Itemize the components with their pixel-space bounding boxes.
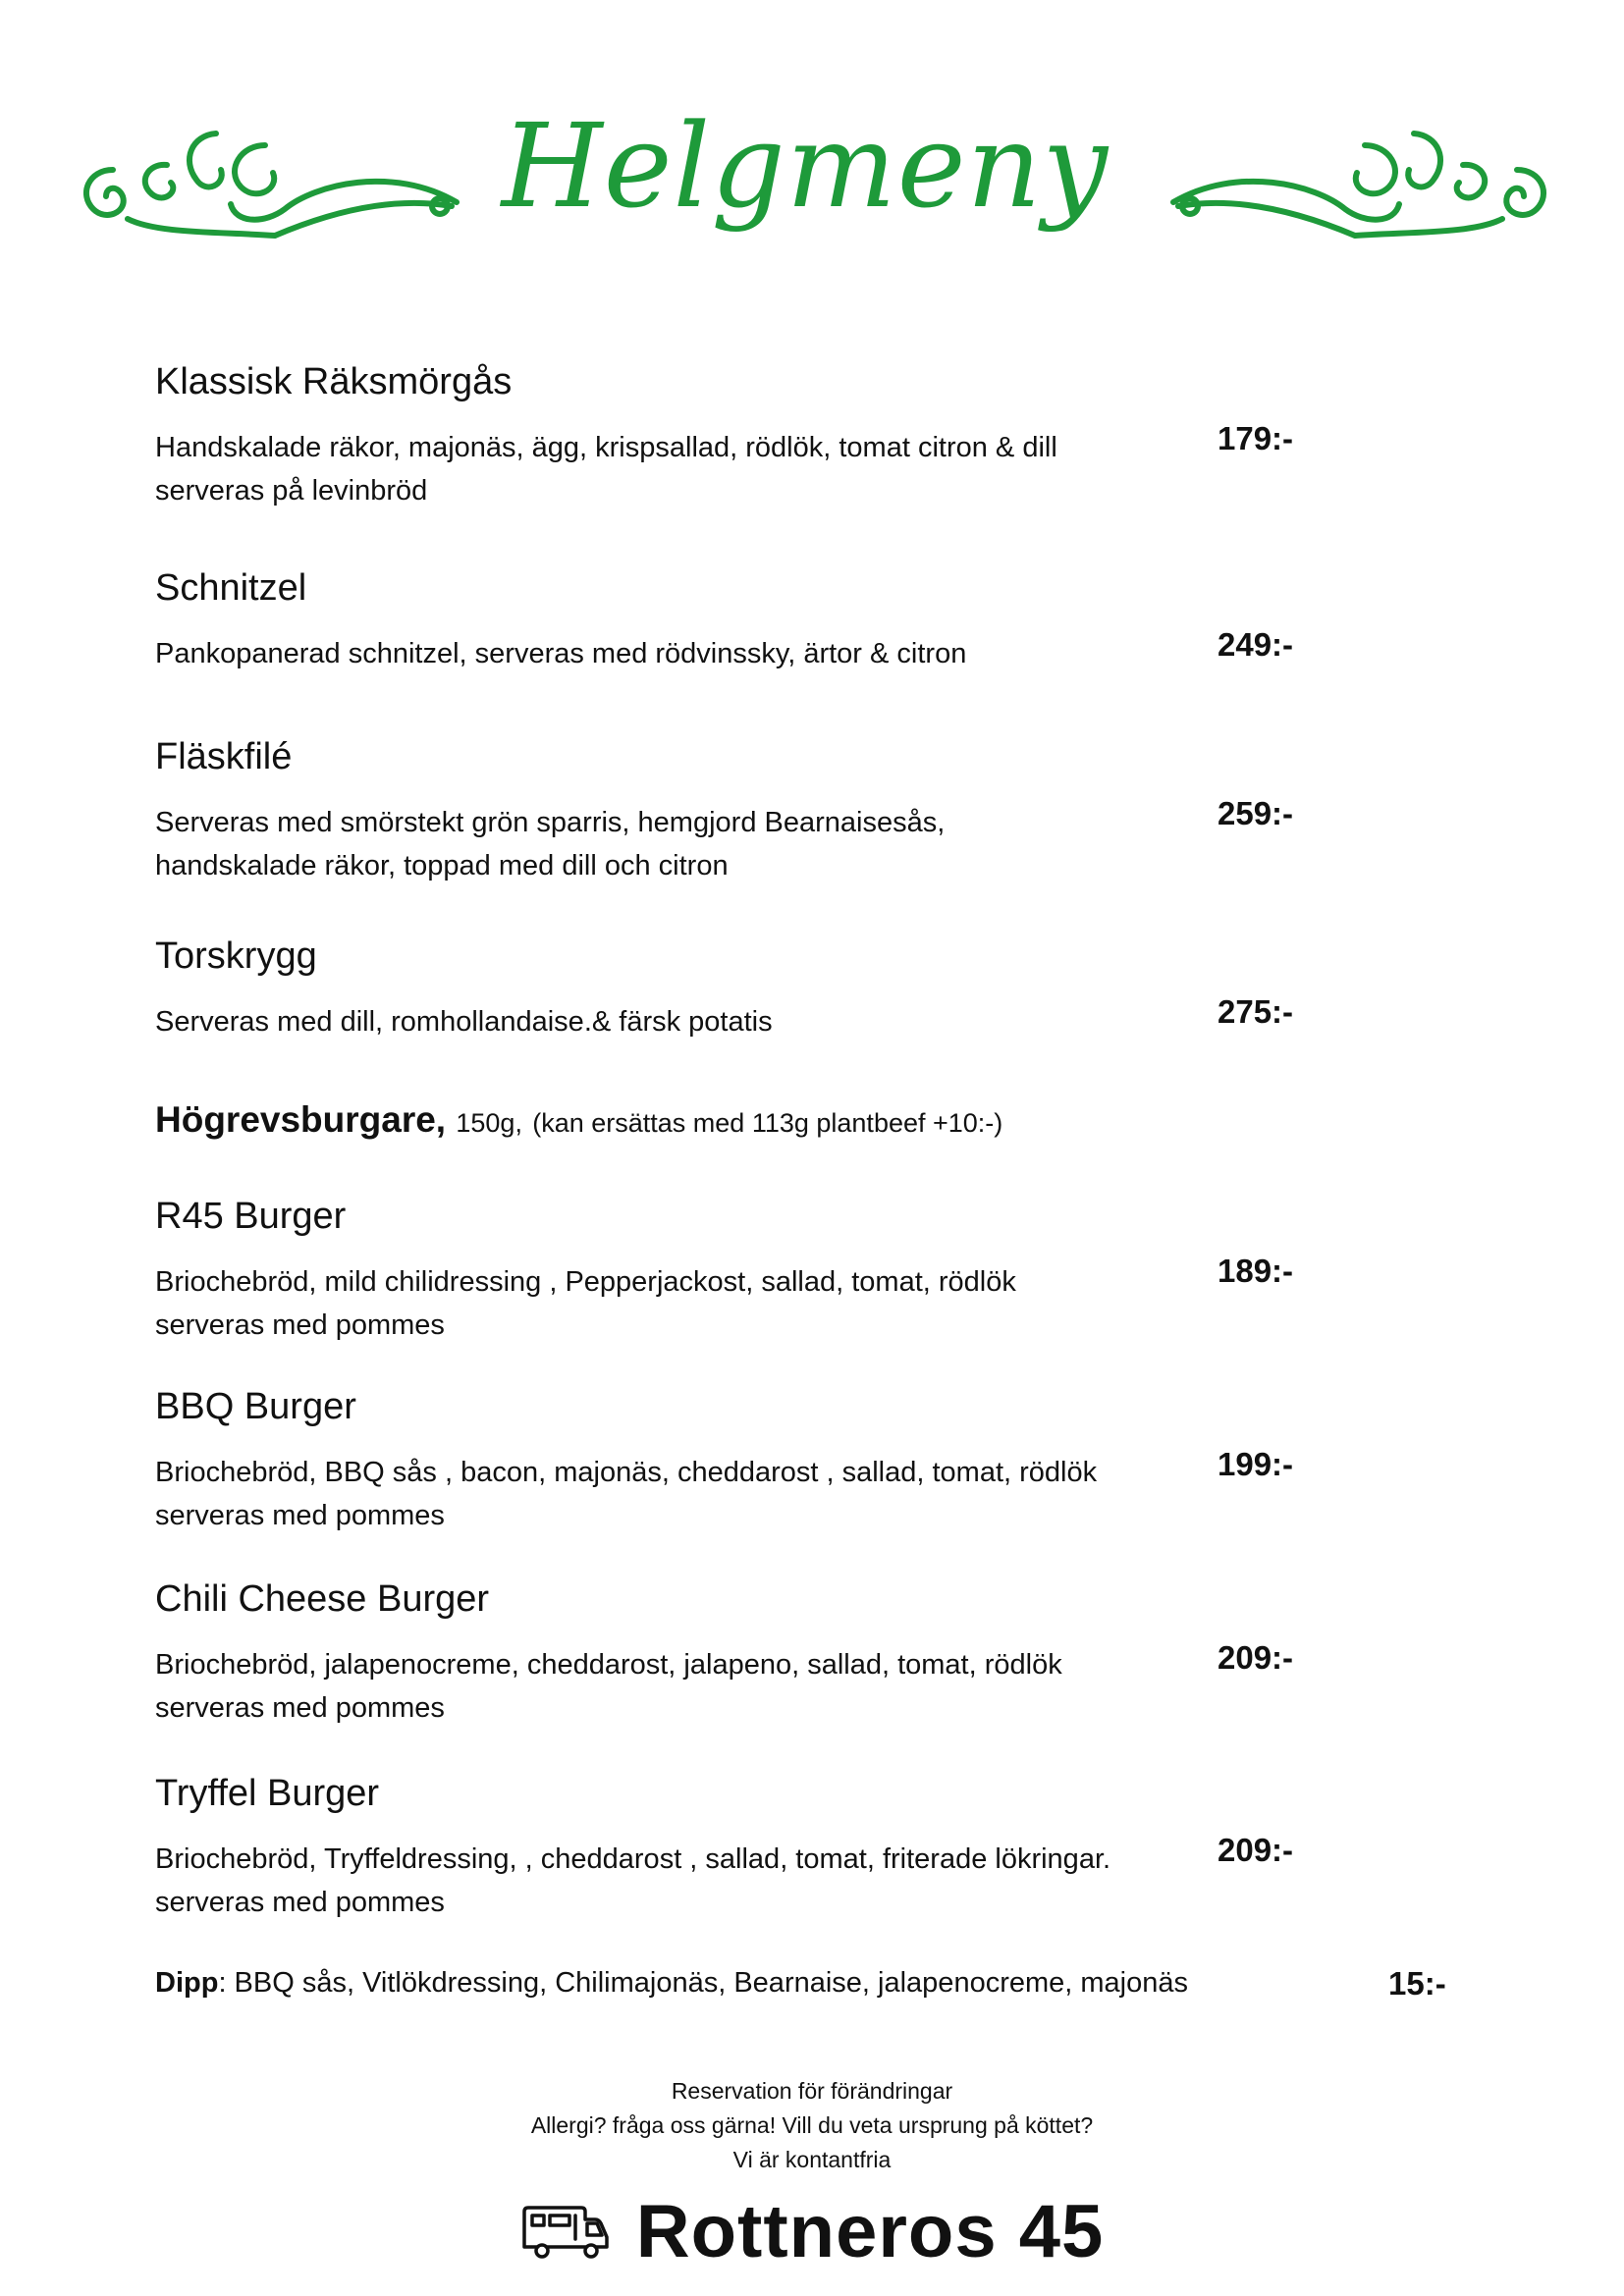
item-price: 209:- bbox=[1218, 1639, 1294, 1676]
item-price: 249:- bbox=[1218, 626, 1294, 663]
item-price: 199:- bbox=[1218, 1446, 1294, 1482]
item-name: Torskrygg bbox=[155, 935, 317, 977]
right-flourish-ornament bbox=[1168, 126, 1561, 243]
menu-title: Helgmeny bbox=[501, 98, 1110, 234]
item-name: Schnitzel bbox=[155, 567, 307, 609]
item-name: Tryffel Burger bbox=[155, 1773, 380, 1814]
item-description bbox=[155, 426, 1333, 512]
burger-section-heading bbox=[155, 1099, 1002, 1141]
dipp-text: : BBQ sås, Vitlökdressing, Chilimajonäs, Bearnaise, jalapenocreme, majonäs bbox=[218, 1967, 1188, 1999]
item-price: 179:- bbox=[1218, 420, 1294, 456]
item-description bbox=[155, 1451, 1333, 1537]
dipp-line bbox=[155, 1967, 1188, 2000]
item-description-line: serveras med pommes bbox=[155, 1499, 445, 1531]
item-price: 189:- bbox=[1218, 1253, 1294, 1289]
item-description-line: Serveras med smörstekt grön sparris, hemgjord Bearnaisesås, bbox=[155, 806, 946, 838]
item-description-line: Briochebröd, mild chilidressing , Pepperjackost, sallad, tomat, rödlök bbox=[155, 1265, 1016, 1298]
item-price: 209:- bbox=[1218, 1832, 1294, 1868]
item-description-line: serveras med pommes bbox=[155, 1691, 445, 1724]
item-description bbox=[155, 1643, 1333, 1730]
section-note: (kan ersättas med 113g plantbeef +10:-) bbox=[532, 1108, 1003, 1138]
item-description bbox=[155, 1260, 1333, 1347]
section-weight: 150g, bbox=[456, 1108, 522, 1138]
item-description bbox=[155, 1000, 1333, 1043]
item-name: R45 Burger bbox=[155, 1196, 347, 1237]
item-description-line: serveras med pommes bbox=[155, 1308, 445, 1341]
dipp-label: Dipp bbox=[155, 1967, 219, 1999]
footer-cashless: Vi är kontantfria bbox=[732, 2147, 892, 2172]
item-description-line: handskalade räkor, toppad med dill och citron bbox=[155, 849, 729, 881]
footer-notes bbox=[0, 2074, 1624, 2177]
item-price: 259:- bbox=[1218, 795, 1294, 831]
item-name: Klassisk Räksmörgås bbox=[155, 361, 513, 402]
camper-van-icon bbox=[520, 2204, 611, 2261]
item-name: Fläskfilé bbox=[155, 736, 293, 777]
footer-reservation: Reservation för förändringar bbox=[671, 2078, 953, 2104]
item-description-line: Pankopanerad schnitzel, serveras med rödvinssky, ärtor & citron bbox=[155, 637, 967, 669]
item-description bbox=[155, 1838, 1333, 1924]
item-description-line: serveras med pommes bbox=[155, 1886, 445, 1918]
dipp-price: 15:- bbox=[1388, 1965, 1446, 2002]
section-title: Högrevsburgare, bbox=[155, 1099, 447, 1140]
item-name: Chili Cheese Burger bbox=[155, 1578, 490, 1620]
item-description-line: Briochebröd, BBQ sås , bacon, majonäs, cheddarost , sallad, tomat, rödlök bbox=[155, 1456, 1098, 1488]
item-price: 275:- bbox=[1218, 993, 1294, 1030]
left-flourish-ornament bbox=[69, 126, 461, 243]
item-description-line: Handskalade räkor, majonäs, ägg, krispsallad, rödlök, tomat citron & dill bbox=[155, 431, 1057, 463]
item-description bbox=[155, 632, 1333, 675]
footer-allergy: Allergi? fråga oss gärna! Vill du veta ursprung på köttet? bbox=[530, 2112, 1094, 2138]
item-description-line: serveras på levinbröd bbox=[155, 474, 428, 507]
item-description-line: Serveras med dill, romhollandaise.& färsk potatis bbox=[155, 1005, 773, 1038]
brand bbox=[0, 2189, 1624, 2274]
brand-name: Rottneros 45 bbox=[635, 2190, 1105, 2273]
item-description-line: Briochebröd, Tryffeldressing, , cheddarost , sallad, tomat, friterade lökringar. bbox=[155, 1842, 1111, 1875]
item-name: BBQ Burger bbox=[155, 1386, 356, 1427]
item-description bbox=[155, 801, 1333, 887]
item-description-line: Briochebröd, jalapenocreme, cheddarost, jalapeno, sallad, tomat, rödlök bbox=[155, 1648, 1062, 1681]
